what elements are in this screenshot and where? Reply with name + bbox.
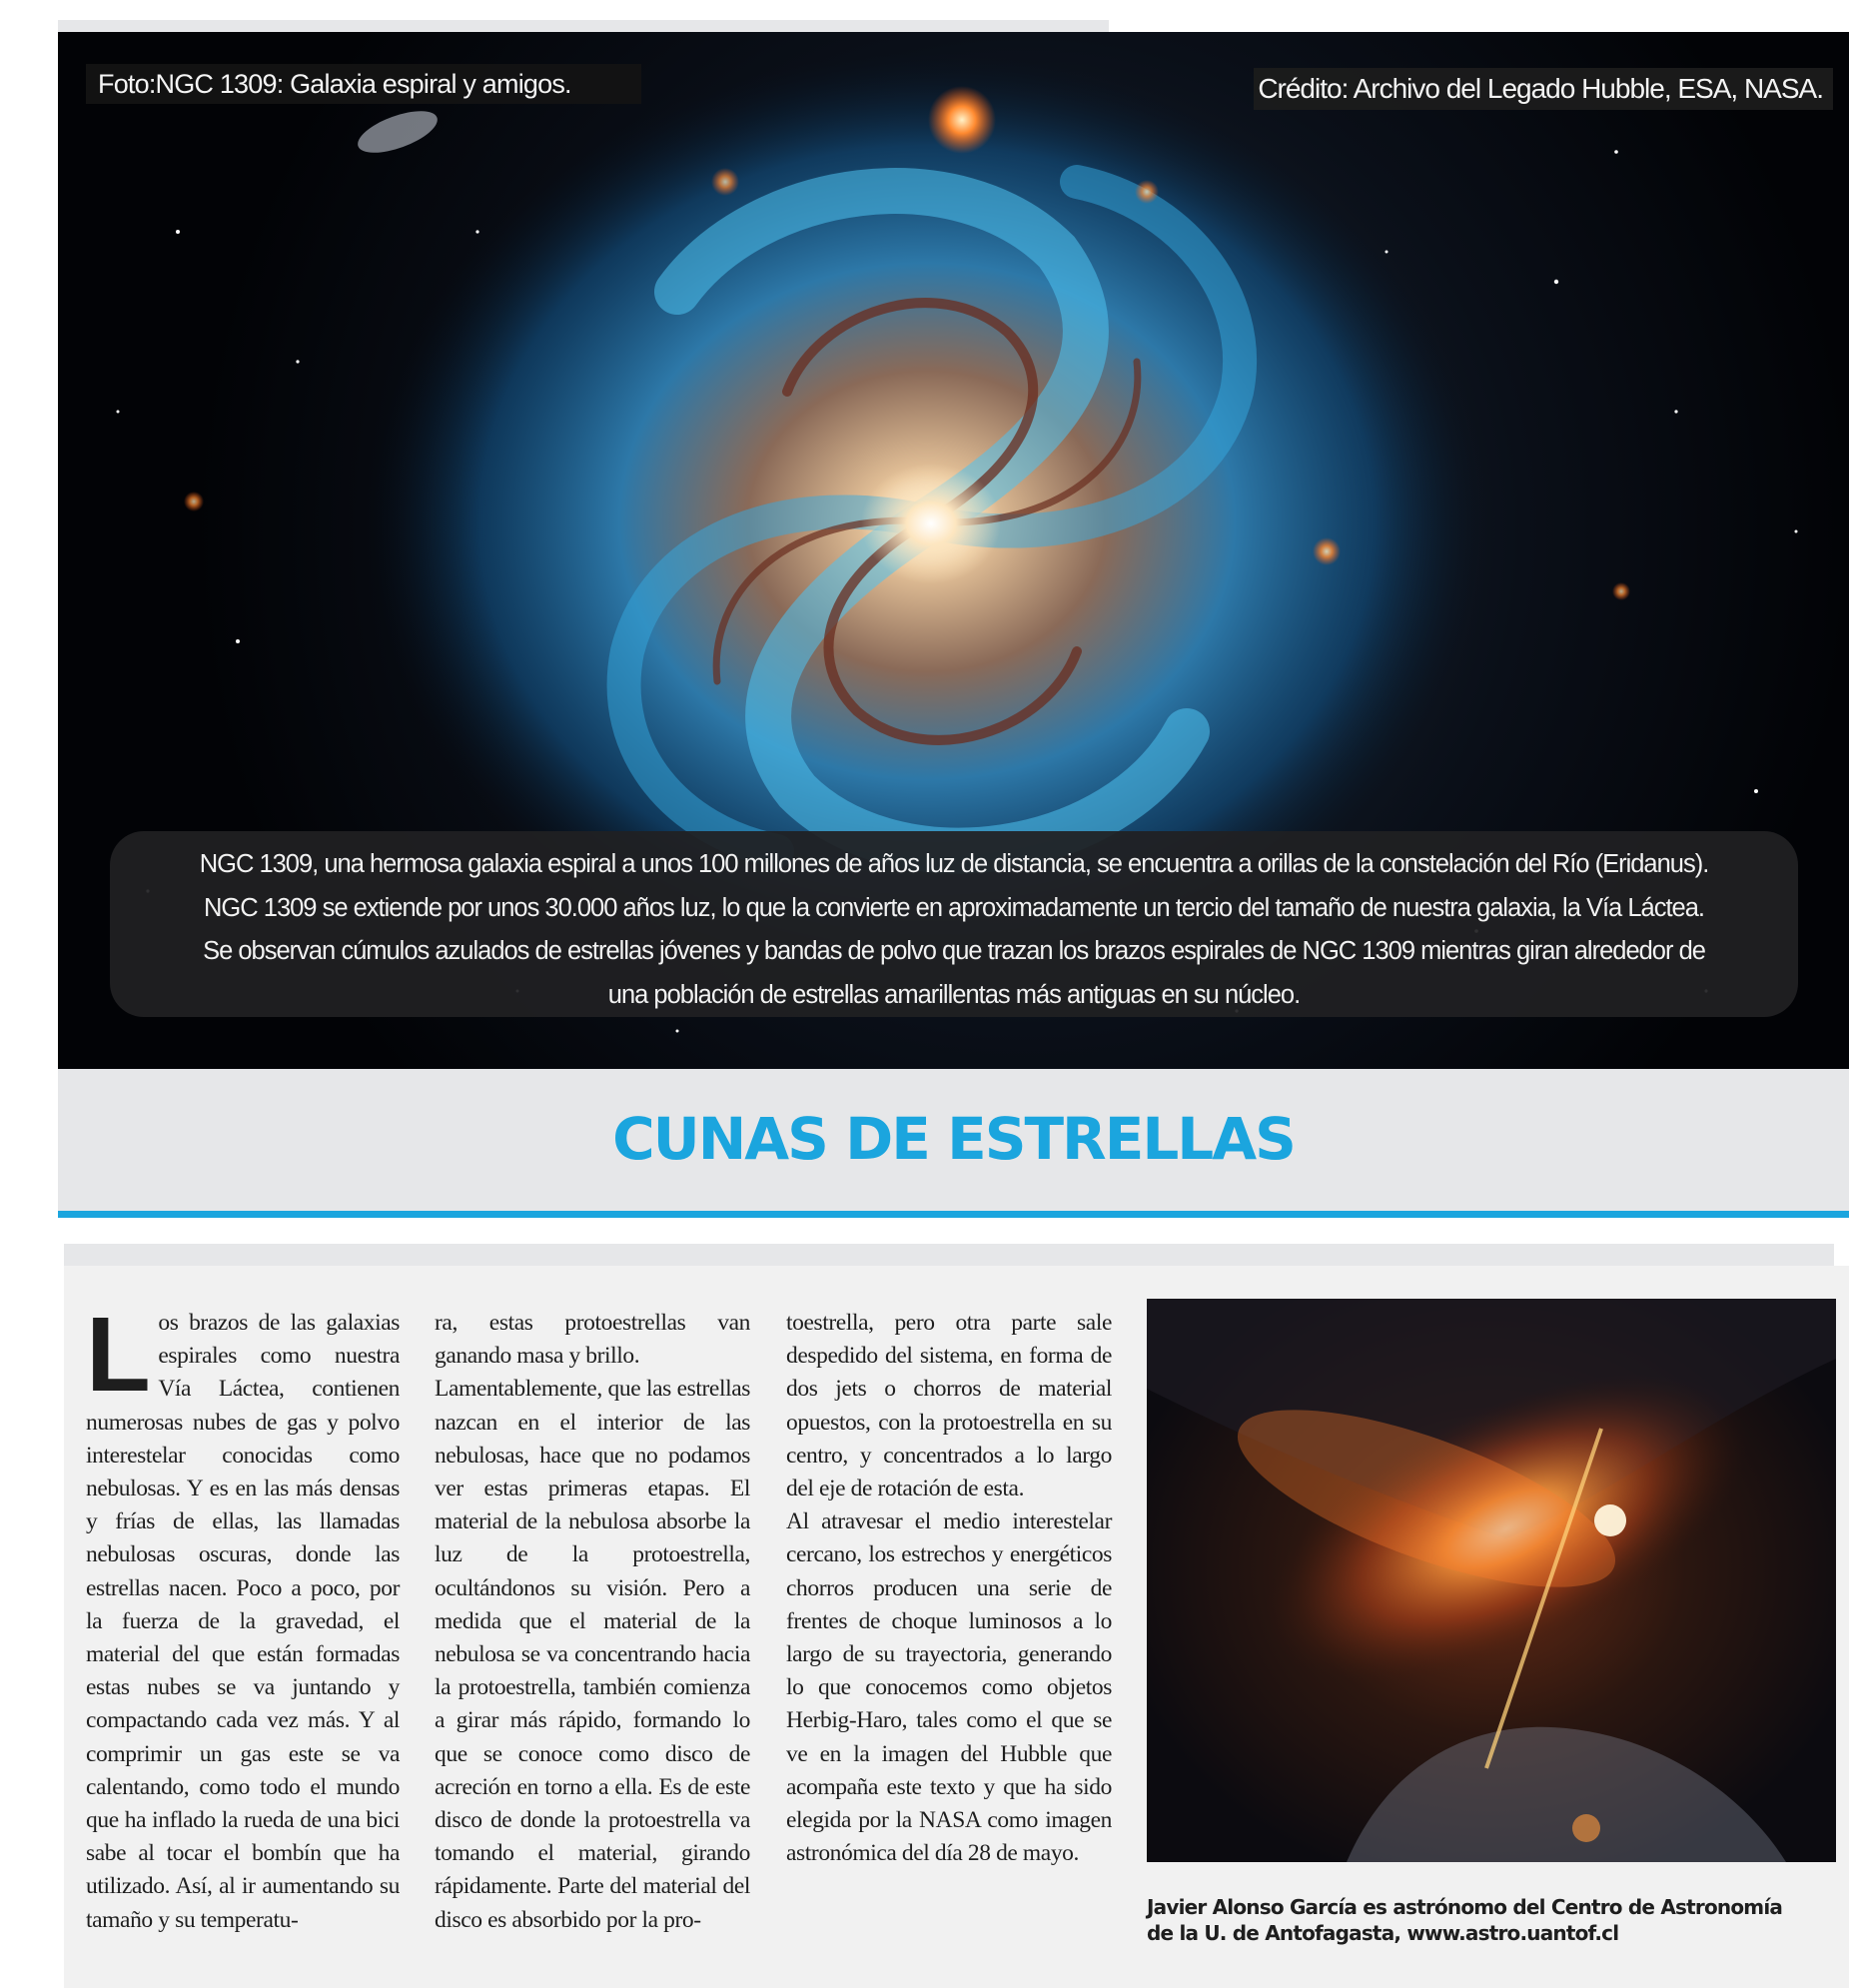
author-line: de la U. de Antofagasta, www.astro.uantof.cl: [1147, 1921, 1619, 1945]
top-gray-strip: [58, 20, 1109, 32]
caption-line: NGC 1309, una hermosa galaxia espiral a unos 100 millones de años luz de distancia, se encuentra a orillas de la constelación del Río (Eridanus).: [199, 850, 1709, 878]
article-title: CUNAS DE ESTRELLAS: [612, 1105, 1295, 1173]
caption-line: NGC 1309 se extiende por unos 30.000 años luz, lo que la convierte en aproximadamente un tercio del tamaño de nuestra galaxia, la Vía Láctea.: [204, 893, 1704, 922]
caption-line: una población de estrellas amarillentas más antiguas en su núcleo.: [607, 980, 1301, 1009]
caption-line: Se observan cúmulos azulados de estrellas jóvenes y bandas de polvo que trazan los brazos espirales de NGC 1309 mientras giran alrededor de: [203, 937, 1705, 965]
title-band: [58, 1069, 1849, 1211]
paragraph: toestrella, pero otra parte sale despedido del sistema, en forma de dos jets o chorros de material opuestos, con la protoestrella en su centro, y concentrados a lo largo del eje de rotación de esta.: [786, 1310, 1112, 1502]
article-column-1: [86, 1296, 400, 1937]
photo-caption: [110, 831, 1798, 1017]
article-top-strip: [64, 1244, 1834, 1266]
paragraph: Al atravesar el medio interestelar cercano, los estrechos y energéticos chorros producen una serie de frentes de choque luminosos a lo largo de su trayectoria, generando lo que conocemos como objetos Herbig-Haro, tales como el que se ve en la imagen del Hubble que acompaña este texto y que ha sido elegida por la NASA como imagen astronómica del día 28 de mayo.: [786, 1508, 1112, 1867]
paragraph: Lamentablemente, que las estrellas nazcan en el interior de las nebulosas, hace que no podamos ver estas primeras etapas. El material de la nebulosa absorbe la luz de la protoestrella, ocultándonos su visión. Pero a medida que el material de la nebulosa se va concentrando hacia la protoestrella, también comienza a girar más rápido, formando lo que se conoce como disco de acreción en torno a ella. Es de este disco de donde la protoestrella va tomando el material, girando rápidamente. Parte del material del disco es absorbido por la pro-: [435, 1376, 750, 1933]
paragraph: ra, estas protoestrellas van ganando masa y brillo.: [435, 1310, 750, 1370]
article-column-3: [786, 1307, 1112, 1870]
author-line: Javier Alonso García es astrónomo del Centro de Astronomía: [1147, 1895, 1783, 1919]
article-column-2: [435, 1307, 750, 1937]
galaxy-photo: [58, 32, 1849, 1069]
title-divider: [58, 1211, 1849, 1218]
protostar-jet-illustration: [1147, 1299, 1836, 1862]
herbig-haro-photo: [1147, 1299, 1836, 1862]
photo-credit: Crédito: Archivo del Legado Hubble, ESA, NASA.: [1254, 68, 1833, 110]
photo-label: Foto:NGC 1309: Galaxia espiral y amigos.: [86, 64, 641, 104]
author-note: [1147, 1894, 1846, 1946]
paragraph: os brazos de las galaxias espirales como nuestra Vía Láctea, contienen numerosas nubes de gas y polvo interestelar conocidas como nebulosas. Y es en las más densas y frías de ellas, las llamadas nebulosas oscuras, donde las estrellas nacen. Poco a poco, por la fuerza de la gravedad, el material del que están formadas estas nubes se va juntando y compactando cada vez más. Y al comprimir un gas este se va calentando, como todo el mundo que ha inflado la rueda de una bici sabe al tocar el bombín que ha utilizado. Así, al ir aumentando su tamaño y su temperatu-: [86, 1310, 400, 1933]
drop-cap: L: [86, 1296, 151, 1414]
